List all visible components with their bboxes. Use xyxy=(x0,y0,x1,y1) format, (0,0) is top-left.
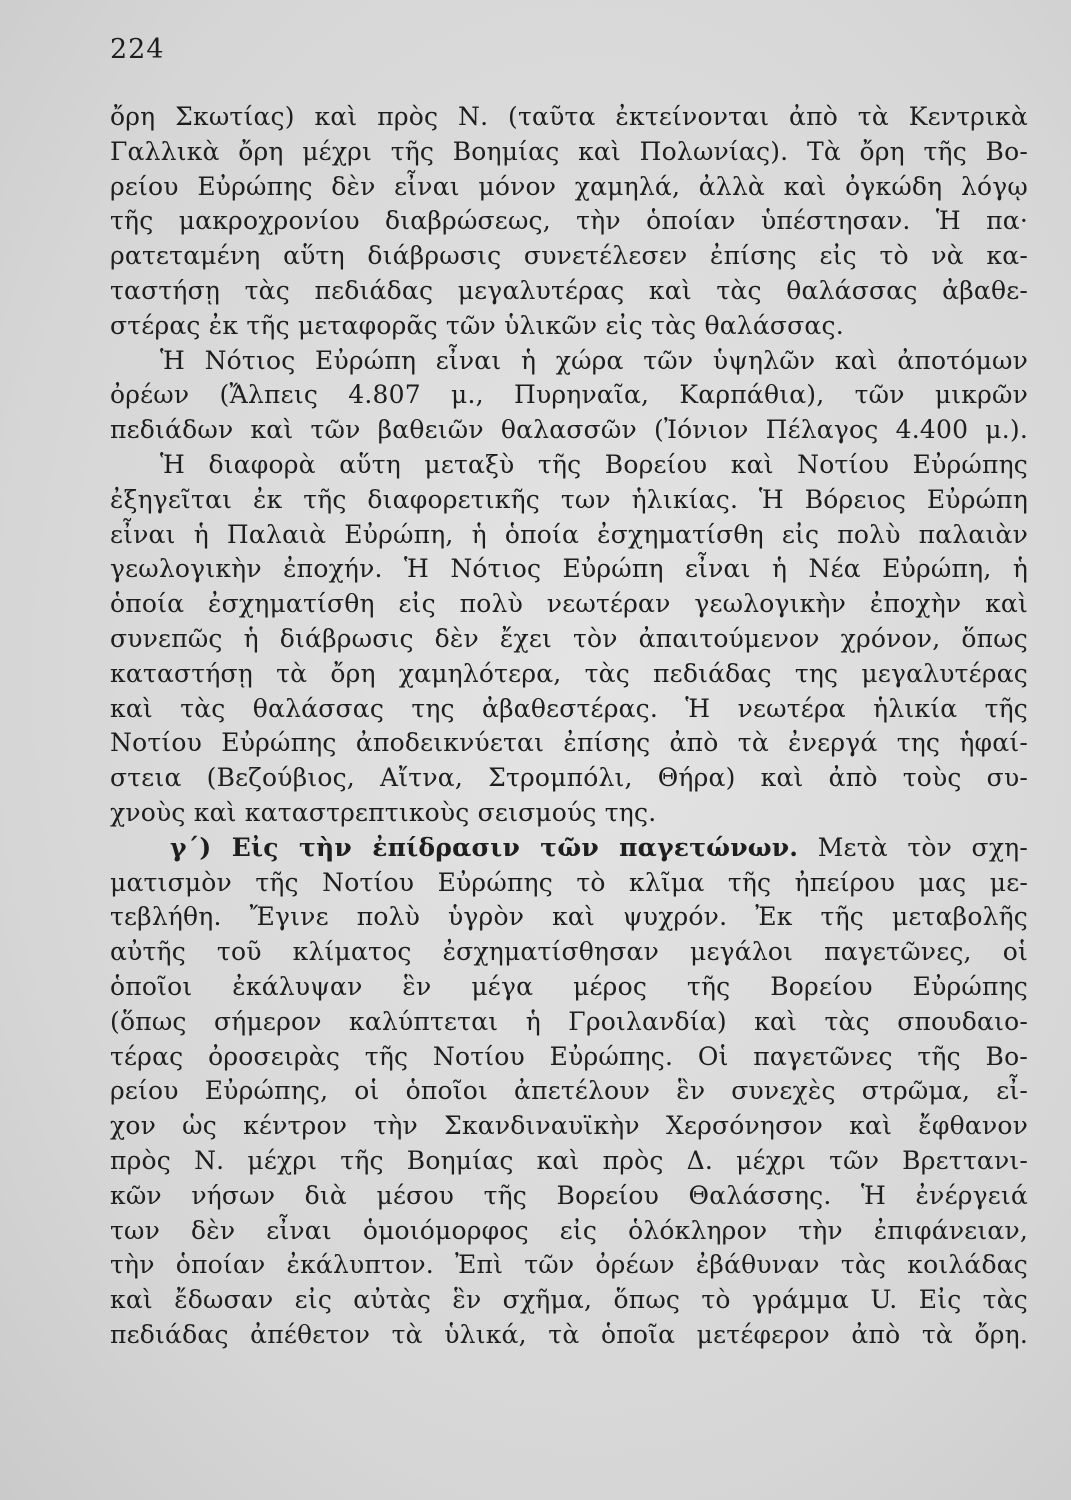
text-line: Γαλλικὰ ὄρη μέχρι τῆς Βοημίας καὶ Πολωνίας). Τὰ ὄρη τῆς Βο- xyxy=(110,136,1028,166)
text-line: γεωλογικὴν ἐποχήν. Ἡ Νότιος Εὐρώπη εἶναι ἡ Νέα Εὐρώπη, ἡ xyxy=(110,554,1028,584)
section-heading-line xyxy=(110,831,1028,866)
text-line: χνοὺς καὶ καταστρεπτικοὺς σεισμούς της. xyxy=(110,797,657,827)
text-line: τῆς μακροχρονίου διαβρώσεως, τὴν ὁποίαν ὑπέστησαν. Ἡ πα· xyxy=(110,206,1028,236)
text-line: εἶναι ἡ Παλαιὰ Εὐρώπη, ἡ ὁποία ἐσχηματίσθη εἰς πολὺ παλαιὰν xyxy=(110,519,1028,549)
text-line: στέρας ἐκ τῆς μεταφορᾶς τῶν ὑλικῶν εἰς τὰς θαλάσσας. xyxy=(110,310,844,340)
text-line: ὁποία ἐσχηματίσθη εἰς πολὺ νεωτέραν γεωλογικὴν ἐποχὴν καὶ xyxy=(110,589,1028,619)
text-line: ρείου Εὐρώπης δὲν εἶναι μόνον χαμηλά, ἀλλὰ καὶ ὀγκώδη λόγῳ xyxy=(110,171,1028,201)
text-line: πεδιάδας ἀπέθετον τὰ ὑλικά, τὰ ὁποῖα μετέφερον ἀπὸ τὰ ὄρη. xyxy=(110,1319,1028,1349)
text-line: ταστήσῃ τὰς πεδιάδας μεγαλυτέρας καὶ τὰς θαλάσσας ἀβαθε- xyxy=(110,275,1028,305)
body-text xyxy=(110,100,1028,1353)
text-line: αὐτῆς τοῦ κλίματος ἐσχηματίσθησαν μεγάλοι παγετῶνες, οἱ xyxy=(110,937,1028,967)
text-line: πρὸς Ν. μέχρι τῆς Βοημίας καὶ πρὸς Δ. μέχρι τῶν Βρεττανι- xyxy=(110,1145,1028,1175)
text-line: ἐξηγεῖται ἐκ τῆς διαφορετικῆς των ἡλικίας. Ἡ Βόρειος Εὐρώπη xyxy=(110,484,1028,514)
text-line: τεβλήθη. Ἔγινε πολὺ ὑγρὸν καὶ ψυχρόν. Ἐκ τῆς μεταβολῆς xyxy=(110,902,1028,932)
text-line: ρατεταμένη αὕτη διάβρωσις συνετέλεσεν ἐπίσης εἰς τὸ νὰ κα- xyxy=(110,241,1028,271)
text-line: καὶ ἔδωσαν εἰς αὐτὰς ἓν σχῆμα, ὅπως τὸ γράμμα U. Εἰς τὰς xyxy=(110,1285,1028,1315)
text-line: (ὅπως σήμερον καλύπτεται ἡ Γροιλανδία) καὶ τὰς σπουδαιο- xyxy=(110,1006,1028,1036)
text-line: συνεπῶς ἡ διάβρωσις δὲν ἔχει τὸν ἀπαιτούμενον χρόνον, ὅπως xyxy=(110,623,1028,653)
text-line: καὶ τὰς θαλάσσας της ἀβαθεστέρας. Ἡ νεωτέρα ἡλικία τῆς xyxy=(110,693,1028,723)
text-line: ὀρέων (Ἄλπεις 4.807 μ., Πυρηναῖα, Καρπάθια), τῶν μικρῶν xyxy=(110,380,1028,410)
text-line: των δὲν εἶναι ὁμοιόμορφος εἰς ὁλόκληρον τὴν ἐπιφάνειαν, xyxy=(110,1215,1028,1245)
text-line: στεια (Βεζούβιος, Αἴτνα, Στρομπόλι, Θήρα) καὶ ἀπὸ τοὺς συ- xyxy=(110,763,1028,793)
text-line: Ἡ Νότιος Εὐρώπη εἶναι ἡ χώρα τῶν ὑψηλῶν καὶ ἀποτόμων xyxy=(160,345,1028,375)
text-line: πεδιάδων καὶ τῶν βαθειῶν θαλασσῶν (Ἰόνιον Πέλαγος 4.400 μ.). xyxy=(110,415,1028,445)
text-line: κῶν νήσων διὰ μέσου τῆς Βορείου Θαλάσσης. Ἡ ἐνέργειά xyxy=(110,1180,1028,1210)
section-heading-rest: Μετὰ τὸν σχη- xyxy=(817,832,1028,862)
text-line: ρείου Εὐρώπης, οἱ ὁποῖοι ἀπετέλουν ἓν συνεχὲς στρῶμα, εἶ- xyxy=(110,1076,1028,1106)
text-line: Νοτίου Εὐρώπης ἀποδεικνύεται ἐπίσης ἀπὸ τὰ ἐνεργά της ἡφαί- xyxy=(110,728,1028,758)
page-number: 224 xyxy=(110,34,165,65)
text-line: ματισμὸν τῆς Νοτίου Εὐρώπης τὸ κλῖμα τῆς ἠπείρου μας με- xyxy=(110,867,1028,897)
text-line: χον ὡς κέντρον τὴν Σκανδιναυϊκὴν Χερσόνησον καὶ ἔφθανον xyxy=(110,1111,1028,1141)
text-line: ὄρη Σκωτίας) καὶ πρὸς Ν. (ταῦτα ἐκτείνονται ἀπὸ τὰ Κεντρικὰ xyxy=(110,102,1028,131)
text-line: Ἡ διαφορὰ αὕτη μεταξὺ τῆς Βορείου καὶ Νοτίου Εὐρώπης xyxy=(160,449,1028,479)
text-line: ὁποῖοι ἐκάλυψαν ἓν μέγα μέρος τῆς Βορείου Εὐρώπης xyxy=(110,971,1028,1001)
text-line: τὴν ὁποίαν ἐκάλυπτον. Ἐπὶ τῶν ὀρέων ἐβάθυναν τὰς κοιλάδας xyxy=(110,1250,1028,1280)
text-line: καταστήσῃ τὰ ὄρη χαμηλότερα, τὰς πεδιάδας της μεγαλυτέρας xyxy=(110,658,1028,688)
section-heading: γ΄) Εἰς τὴν ἐπίδρασιν τῶν παγετώνων. xyxy=(170,832,799,862)
text-line: τέρας ὀροσειρὰς τῆς Νοτίου Εὐρώπης. Οἱ παγετῶνες τῆς Βο- xyxy=(110,1041,1028,1071)
